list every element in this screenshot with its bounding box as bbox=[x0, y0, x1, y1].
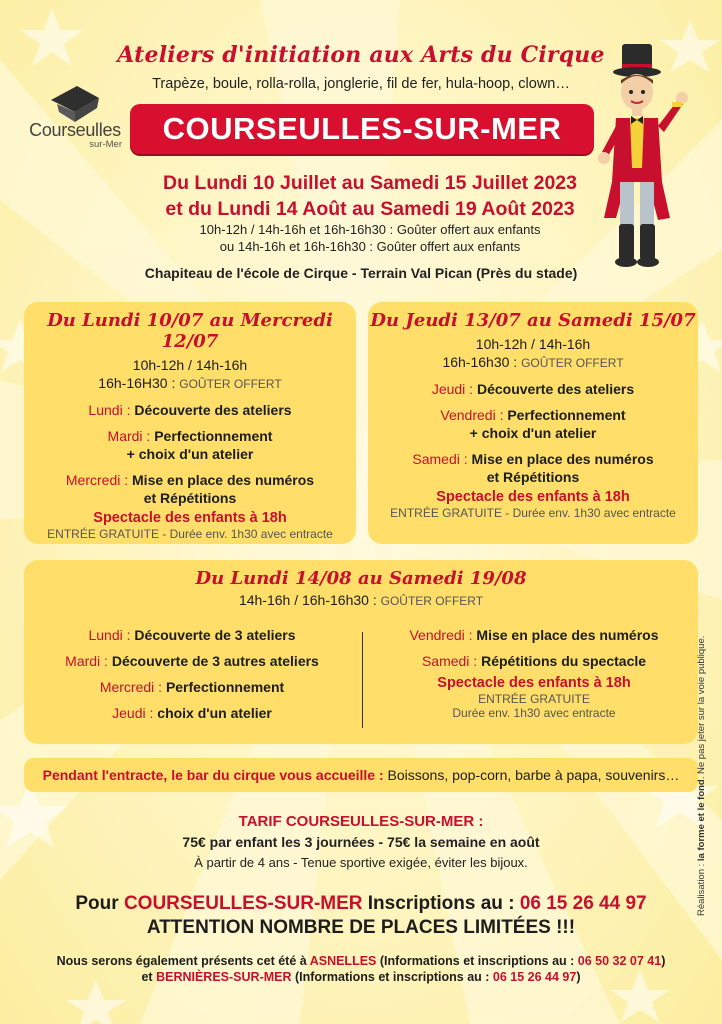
logo-icon bbox=[47, 82, 103, 124]
entry-info bbox=[24, 527, 356, 541]
also-pre: et bbox=[141, 970, 157, 984]
show-time: Spectacle des enfants à 18h bbox=[437, 675, 631, 691]
reg-mid: Inscriptions au : bbox=[362, 893, 520, 914]
date-range-july: Du Lundi 10 Juillet au Samedi 15 Juillet 2023 bbox=[163, 172, 577, 194]
schedule-card-august bbox=[24, 560, 698, 744]
places-warning: ATTENTION NOMBRE DE PLACES LIMITÉES !!! bbox=[146, 917, 576, 938]
interlude-items: Boissons, pop-corn, barbe à papa, souvenirs… bbox=[387, 767, 680, 783]
day-name: Vendredi : bbox=[440, 407, 508, 423]
column-divider bbox=[362, 632, 363, 728]
day-activity: Mise en place des numéros bbox=[132, 472, 315, 488]
card-hours: 10h-12h / 14h-16h bbox=[475, 336, 591, 352]
entry-free: ENTRÉE GRATUITE bbox=[478, 692, 590, 706]
day-item bbox=[368, 380, 698, 398]
snack-hours: 16h-16h30 : bbox=[442, 354, 522, 370]
day-name: Mardi : bbox=[107, 428, 155, 444]
also-mid: (Informations et inscriptions au : bbox=[291, 970, 493, 984]
also-town: BERNIÈRES-SUR-MER bbox=[156, 970, 292, 984]
snack-label: GOÛTER OFFERT bbox=[521, 356, 624, 370]
entry-info bbox=[368, 506, 698, 520]
day-activity: Découverte de 3 ateliers bbox=[134, 627, 296, 643]
credit-vertical bbox=[696, 635, 712, 916]
day-activity: Découverte de 3 autres ateliers bbox=[111, 653, 319, 669]
day-name: Mercredi : bbox=[65, 472, 133, 488]
also-pre: Nous serons également présents cet été à bbox=[56, 954, 310, 968]
tarif-conditions: À partir de 4 ans - Tenue sportive exigée, éviter les bijoux. bbox=[194, 855, 528, 870]
day-name: Samedi : bbox=[412, 451, 472, 467]
snack-hours: 16h-16H30 : bbox=[98, 375, 180, 391]
card-title: Du Jeudi 13/07 au Samedi 15/07 bbox=[370, 310, 696, 331]
also-end: ) bbox=[661, 954, 666, 968]
also-end: ) bbox=[576, 970, 581, 984]
town-banner: COURSEULLES-SUR-MER bbox=[130, 104, 594, 154]
card-title: Du Lundi 14/08 au Samedi 19/08 bbox=[195, 568, 527, 589]
day-item bbox=[24, 626, 360, 644]
day-item bbox=[370, 652, 698, 670]
also-mid: (Informations et inscriptions au : bbox=[376, 954, 578, 968]
day-item bbox=[368, 406, 698, 424]
credit-notice: . Ne pas jeter sur la voie publique. bbox=[696, 635, 707, 780]
day-item bbox=[24, 704, 360, 722]
hours-line-1: 10h-12h / 14h-16h et 16h-16h30 : Goûter offert aux enfants bbox=[199, 222, 541, 237]
venue: Chapiteau de l'école de Cirque - Terrain Val Pican (Près du stade) bbox=[144, 265, 578, 281]
card-snack-line bbox=[24, 374, 356, 393]
day-item bbox=[368, 450, 698, 468]
card-title: Du Lundi 10/07 au Mercredi 12/07 bbox=[47, 310, 333, 352]
day-activity: Découverte des ateliers bbox=[134, 402, 292, 418]
reg-phone: 06 15 26 44 97 bbox=[519, 893, 647, 914]
day-item bbox=[370, 626, 698, 644]
entry-free: ENTRÉE GRATUITE bbox=[390, 506, 502, 520]
day-activity-extra: + choix d'un atelier bbox=[126, 446, 254, 462]
entry-duration: - Durée env. 1h30 avec entracte bbox=[501, 506, 676, 520]
day-name: Mercredi : bbox=[99, 679, 166, 695]
entry-duration: Durée env. 1h30 avec entracte bbox=[452, 706, 616, 720]
card-hours: 10h-12h / 14h-16h bbox=[132, 357, 248, 373]
tarif-price: 75€ par enfant les 3 journées - 75€ la semaine en août bbox=[182, 834, 540, 850]
day-activity-extra: et Répétitions bbox=[143, 490, 237, 506]
august-days-left bbox=[24, 626, 360, 722]
day-activity: Découverte des ateliers bbox=[476, 381, 635, 397]
day-name: Jeudi : bbox=[431, 381, 477, 397]
tarif-title: TARIF COURSEULLES-SUR-MER : bbox=[238, 813, 484, 830]
show-time: Spectacle des enfants à 18h bbox=[93, 510, 287, 526]
entry-free: ENTRÉE GRATUITE bbox=[47, 527, 159, 541]
interlude-bar-info bbox=[24, 758, 698, 792]
reg-town: COURSEULLES-SUR-MER bbox=[123, 893, 363, 914]
date-range-august: et du Lundi 14 Août au Samedi 19 Août 2023 bbox=[165, 198, 575, 220]
credit-agency: la forme et le fond bbox=[696, 779, 707, 862]
logo-sub: sur-Mer bbox=[89, 139, 122, 150]
registration-line bbox=[0, 893, 722, 915]
day-activity: choix d'un atelier bbox=[157, 705, 272, 721]
show-time: Spectacle des enfants à 18h bbox=[436, 489, 630, 505]
day-activity: Perfectionnement bbox=[154, 428, 273, 444]
august-days-right bbox=[370, 626, 698, 720]
also-bernieres bbox=[0, 970, 722, 984]
reg-pre: Pour bbox=[75, 893, 124, 914]
schedule-card-week1-part1 bbox=[24, 302, 356, 544]
day-item bbox=[24, 652, 360, 670]
town-logo bbox=[20, 82, 130, 162]
activities-list: Trapèze, boule, rolla-rolla, jonglerie, fil de fer, hula-hoop, clown… bbox=[152, 76, 570, 92]
day-item bbox=[24, 427, 356, 445]
day-item bbox=[24, 401, 356, 419]
day-name: Lundi : bbox=[88, 627, 135, 643]
hours-line-2: ou 14h-16h et 16h-16h30 : Goûter offert aux enfants bbox=[219, 239, 521, 254]
also-town: ASNELLES bbox=[309, 954, 377, 968]
day-name: Samedi : bbox=[421, 653, 482, 669]
card-snack-line bbox=[368, 353, 698, 372]
day-activity-extra: et Répétitions bbox=[486, 469, 580, 485]
entry-duration: - Durée env. 1h30 avec entracte bbox=[158, 527, 333, 541]
tagline: Ateliers d'initiation aux Arts du Cirque bbox=[117, 42, 605, 68]
interlude-lead: Pendant l'entracte, le bar du cirque vous accueille : bbox=[42, 767, 388, 783]
schedule-card-week1-part2 bbox=[368, 302, 698, 544]
day-activity: Mise en place des numéros bbox=[476, 627, 659, 643]
snack-label: GOÛTER OFFERT bbox=[380, 594, 484, 608]
credit-label: Réalisation : bbox=[696, 861, 707, 916]
day-name: Mardi : bbox=[65, 653, 112, 669]
day-activity: Perfectionnement bbox=[507, 407, 626, 423]
day-item bbox=[24, 471, 356, 489]
also-phone: 06 15 26 44 97 bbox=[492, 970, 577, 984]
day-name: Jeudi : bbox=[112, 705, 158, 721]
day-activity: Perfectionnement bbox=[165, 679, 285, 695]
day-activity: Répétitions du spectacle bbox=[481, 653, 647, 669]
also-phone: 06 50 32 07 41 bbox=[577, 954, 662, 968]
day-item bbox=[24, 678, 360, 696]
day-name: Vendredi : bbox=[409, 627, 477, 643]
day-activity: Mise en place des numéros bbox=[471, 451, 654, 467]
day-activity-extra: + choix d'un atelier bbox=[469, 425, 597, 441]
day-name: Lundi : bbox=[88, 402, 135, 418]
card-snack-line bbox=[24, 591, 698, 610]
also-asnelles bbox=[0, 954, 722, 968]
logo-name: Courseulles bbox=[29, 120, 121, 140]
snack-hours: 14h-16h / 16h-16h30 : bbox=[238, 592, 381, 608]
snack-label: GOÛTER OFFERT bbox=[179, 377, 282, 391]
